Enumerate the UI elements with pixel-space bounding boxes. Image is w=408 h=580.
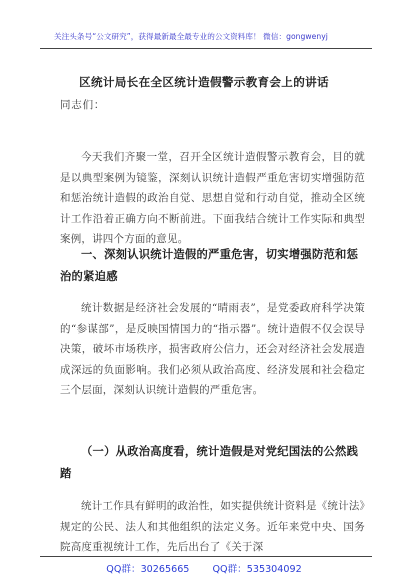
paragraph-subsection-1: 统计工作具有鲜明的政治性，如实提供统计资料是《统计法》规定的公民、法人和其他组织的法定义务。近年来党中央、国务院高度重视统计工作，先后出台了《关于深	[60, 500, 365, 554]
header-promo-text: 关注头条号“公文研究”，获得最新最全最专业的公文资料库！ 微信：gongwenyj	[54, 32, 328, 41]
salutation: 同志们：	[60, 99, 106, 111]
footer-divider	[40, 556, 372, 557]
paragraph-section-1: 统计数据是经济社会发展的“晴雨表”，是党委政府科学决策的“参谋部”，是反映国情国力的“指示器”。统计造假不仅会误导决策，破坏市场秩序，损害政府公信力，还会对经济社会发展造成深远的负面影响。我们必须从政治高度、经济发展和社会稳定三个层面，深刻认识统计造假的严重危害。	[60, 302, 365, 397]
paragraph-intro: 今天我们齐聚一堂，召开全区统计造假警示教育会，目的就是以典型案例为镜鉴，深刻认识统计造假严重危害切实增强防范和惩治统计造假的政治自觉、思想自觉和行动自觉，推动全区统计工作沿着正确方向不断前进。下面我结合统计工作实际和典型案例，讲四个方面的意见。	[60, 151, 365, 246]
subsection-heading-1: （一）从政治高度看，统计造假是对党纪国法的公然践踏	[60, 444, 359, 480]
qq-group-2: QQ群：535304092	[212, 564, 302, 575]
document-title: 区统计局长在全区统计造假警示教育会上的讲话	[79, 75, 329, 89]
qq-group-1: QQ群：30265665	[106, 564, 190, 575]
header-divider	[40, 48, 372, 49]
footer-contact	[0, 561, 408, 575]
section-heading-1: 一、深刻认识统计造假的严重危害，切实增强防范和惩治的紧迫感	[60, 248, 359, 283]
